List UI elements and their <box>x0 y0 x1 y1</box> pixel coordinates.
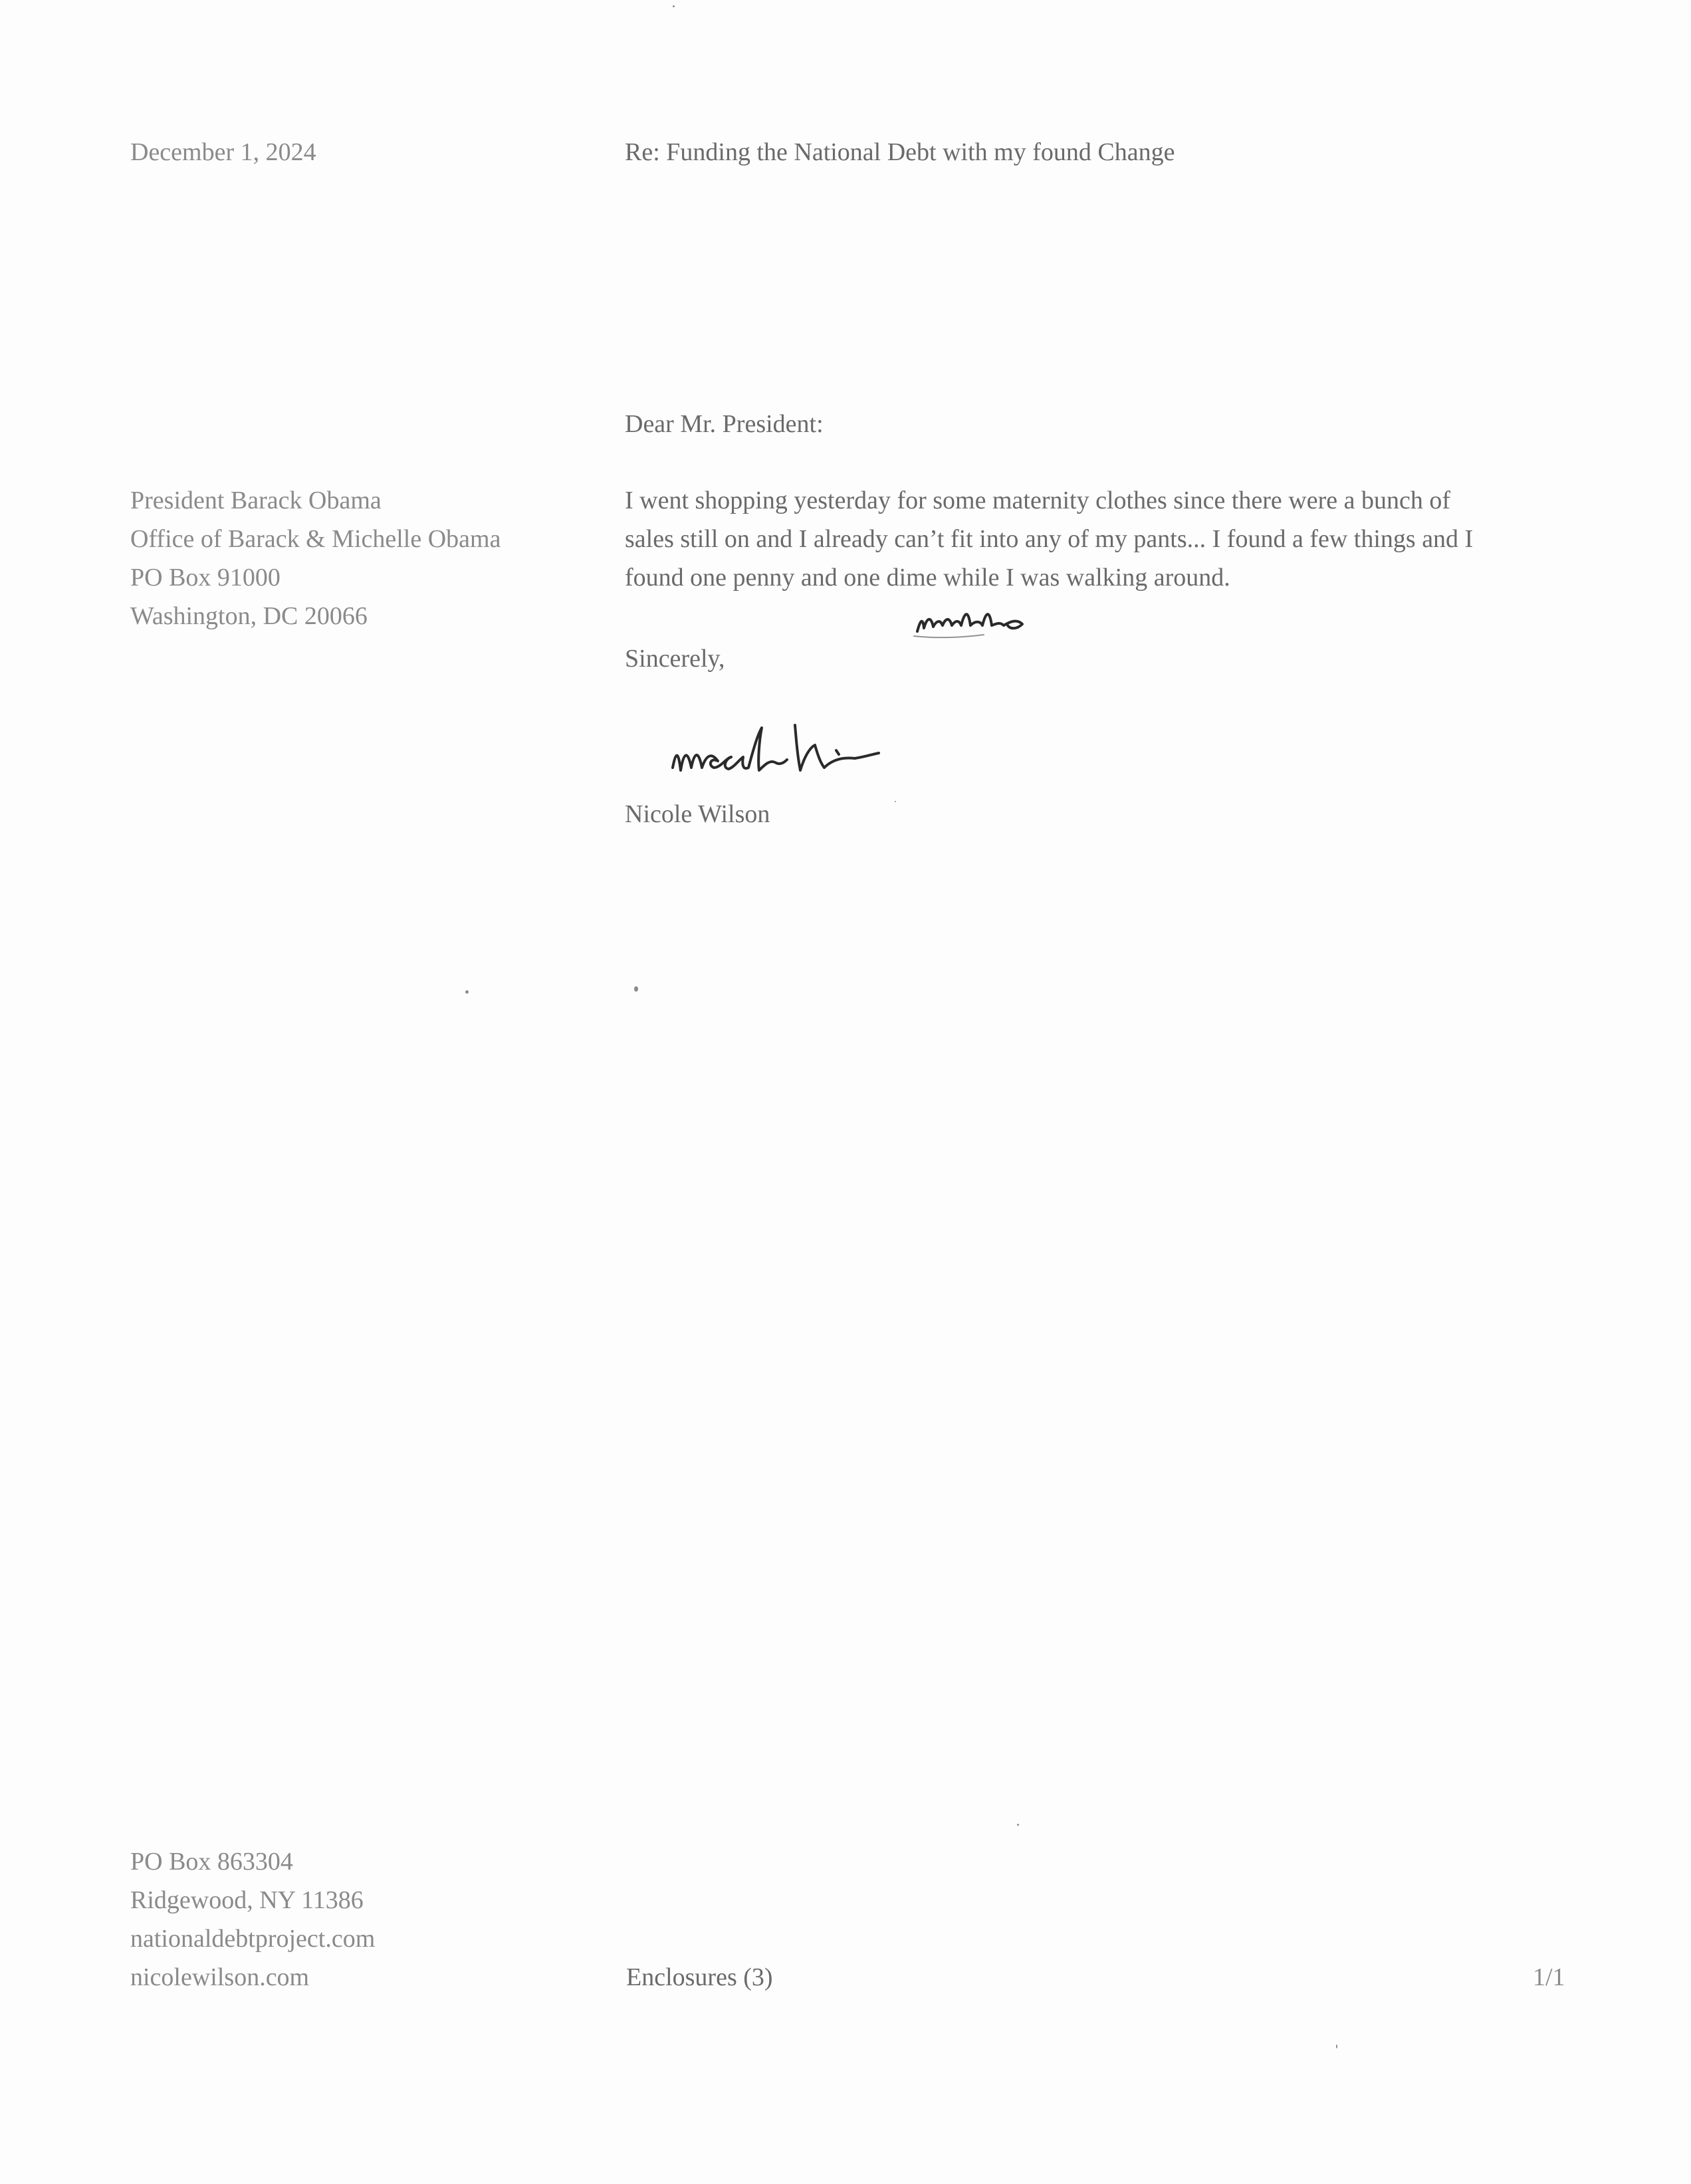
scan-speck <box>465 990 469 994</box>
salutation: Dear Mr. President: <box>625 410 824 438</box>
enclosures-note: Enclosures (3) <box>626 1963 773 1991</box>
scan-speck <box>1336 2044 1337 2048</box>
body-line: I went shopping yesterday for some maternity clothes since there were a bunch of <box>625 487 1450 514</box>
scan-speck <box>895 801 896 802</box>
letter-body <box>625 481 1569 597</box>
recipient-office: Office of Barack & Michelle Obama <box>130 525 501 553</box>
recipient-city: Washington, DC 20066 <box>130 602 368 630</box>
closing: Sincerely, <box>625 645 725 673</box>
scan-speck <box>1017 1824 1019 1826</box>
signer-name: Nicole Wilson <box>625 800 770 828</box>
recipient-address <box>130 481 501 635</box>
letter-date: December 1, 2024 <box>130 138 316 166</box>
scan-speck <box>673 5 675 7</box>
footer-website-link[interactable]: nicolewilson.com <box>130 1963 310 1991</box>
handwritten-correction <box>911 595 1057 641</box>
body-line: found one penny and one dime while I was walking around. <box>625 564 1230 592</box>
letter-subject: Re: Funding the National Debt with my found Change <box>625 138 1175 166</box>
page-number: 1/1 <box>1533 1963 1565 1991</box>
recipient-po-box: PO Box 91000 <box>130 564 281 592</box>
handwritten-signature <box>665 701 957 788</box>
scan-speck <box>634 986 638 992</box>
recipient-name: President Barack Obama <box>130 487 382 514</box>
footer-website-link[interactable]: nationaldebtproject.com <box>130 1925 376 1953</box>
sender-address-footer <box>130 1842 375 1997</box>
body-line: sales still on and I already can’t fit into any of my pants... I found a few things and I <box>625 525 1474 553</box>
footer-city: Ridgewood, NY 11386 <box>130 1886 364 1914</box>
footer-po-box: PO Box 863304 <box>130 1848 293 1876</box>
